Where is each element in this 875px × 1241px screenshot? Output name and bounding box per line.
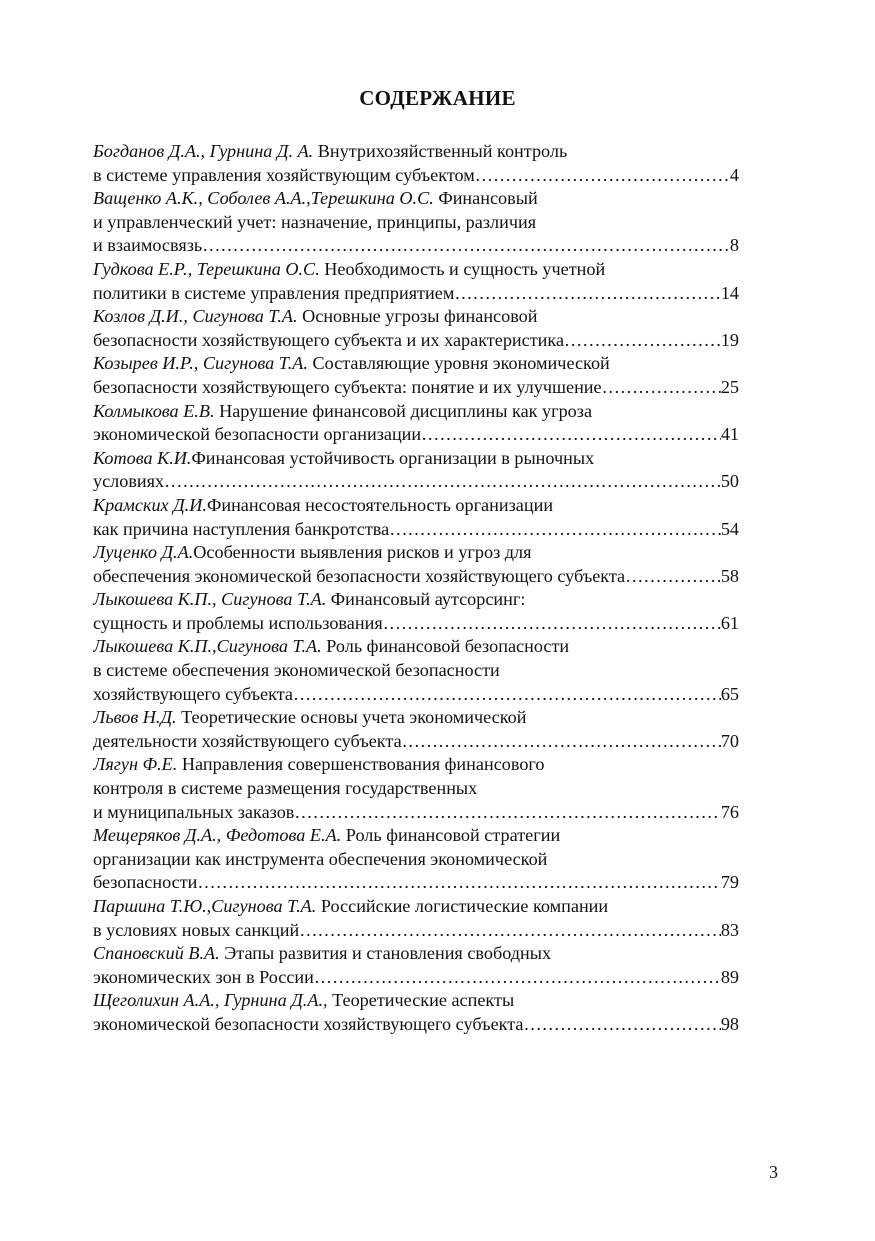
toc-entry-authors: Козырев И.Р., Сигунова Т.А. (93, 353, 308, 374)
toc-entry-line (93, 282, 739, 306)
toc-entry-page-number: 8 (729, 235, 739, 256)
toc-entry-title-text: Теоретические аспекты (327, 990, 515, 1011)
toc-entry-title-text: обеспечения экономической безопасности хозяйствующего субъекта (93, 565, 626, 586)
toc-entry-line (93, 730, 739, 754)
toc-entry-line (93, 447, 739, 471)
dot-leader (294, 801, 720, 825)
toc-entry-authors: Мещеряков Д.А., Федотова Е.А. (93, 825, 342, 846)
toc-entry-page-number: 14 (720, 282, 739, 303)
toc-entry-title-text: условиях (93, 471, 165, 492)
toc-entry-line (93, 848, 739, 872)
toc-entry-authors: Паршина Т.Ю.,Сигунова Т.А. (93, 896, 317, 916)
toc-entry-line (93, 989, 739, 1013)
toc-entry-text (93, 234, 202, 258)
toc-entry-text (93, 565, 625, 589)
dot-leader (475, 164, 730, 188)
toc-entry-line (93, 494, 739, 518)
dot-leader (602, 376, 721, 400)
toc-entry-page-number: 70 (720, 730, 739, 751)
toc-entry-page-number: 89 (720, 966, 739, 987)
toc-entry-line (93, 706, 739, 730)
toc-entry-line (93, 376, 739, 400)
dot-leader (164, 470, 721, 494)
toc-entry-line (93, 258, 739, 282)
toc-entry (93, 706, 739, 753)
toc-entry-page-number: 4 (729, 164, 739, 185)
toc-entry-line (93, 140, 739, 164)
toc-entry-title-text: Этапы развития и становления свободных (219, 943, 552, 964)
dot-leader (299, 919, 721, 943)
toc-entry-authors: Ващенко А.К., Соболев А.А.,Терешкина О.С. (93, 188, 434, 209)
toc-entry-text (93, 518, 389, 542)
toc-entry-line (93, 565, 739, 589)
toc-entry-text (93, 612, 383, 636)
toc-entry (93, 824, 739, 895)
dot-leader (523, 1013, 720, 1037)
toc-entry-line (93, 612, 739, 636)
toc-entry-line (93, 211, 739, 235)
toc-entry-line (93, 895, 739, 919)
toc-entry-text (93, 164, 475, 188)
toc-entry-text (93, 871, 197, 895)
toc-entry-title-text: организации как инструмента обеспечения экономической (93, 848, 548, 869)
toc-entry-title-text: в условиях новых санкций (93, 919, 300, 940)
toc-entry-title-text: экономической безопасности хозяйствующего субъекта (93, 1013, 524, 1034)
toc-entry-title-text: экономических зон в России (93, 966, 314, 987)
toc-entry (93, 258, 739, 305)
toc-entry-line (93, 400, 739, 424)
toc-entry-authors: Львов Н.Д. (93, 707, 177, 728)
toc-entry (93, 942, 739, 989)
toc-entry-line (93, 305, 739, 329)
toc-entry-title-text: и муниципальных заказов (93, 801, 295, 822)
page-number: 3 (769, 1162, 778, 1182)
toc-entry-page-number: 41 (720, 424, 739, 445)
toc-entry-page-number: 76 (720, 801, 739, 822)
toc-entry-title-text: Составляющие уровня экономической (307, 353, 610, 374)
toc-entry-line (93, 541, 739, 565)
toc-entry (93, 753, 739, 824)
toc-entry-text (93, 1013, 523, 1037)
toc-entry-title-text: Теоретические основы учета экономической (176, 707, 527, 728)
toc-entry (93, 447, 739, 494)
toc-entry-text (93, 329, 564, 353)
toc-entry-text (93, 470, 164, 494)
toc-entry-authors: Лягун Ф.Е. (93, 754, 178, 775)
toc-entry-text (93, 376, 602, 400)
toc-entry-line (93, 966, 739, 990)
toc-entry-title-text: Нарушение финансовой дисциплины как угроза (214, 400, 593, 421)
toc-entry-title-text: и управленческий учет: назначение, принципы, различия (93, 211, 537, 232)
toc-entry (93, 400, 739, 447)
toc-entry-text (93, 966, 314, 990)
toc-entry-line (93, 1013, 739, 1037)
toc-entry (93, 989, 739, 1036)
toc-entry (93, 635, 739, 706)
dot-leader (197, 871, 720, 895)
toc-entry-authors: Крамских Д.И. (93, 494, 207, 515)
toc-entry-line (93, 518, 739, 542)
toc-entry-title-text: политики в системе управления предприятием (93, 282, 455, 303)
toc-entry-page-number: 83 (720, 919, 739, 940)
toc-entry-title-text: хозяйствующего субъекта (93, 683, 293, 704)
toc-entry-authors: Гудкова Е.Р., Терешкина О.С. (93, 258, 320, 279)
toc-entry-page-number: 50 (720, 471, 739, 492)
toc-entry-authors: Спановский В.А. (93, 943, 220, 964)
toc-entry-text (93, 683, 293, 707)
toc-entry-title-text: Необходимость и сущность учетной (319, 258, 606, 279)
toc-entry-authors: Лыкошева К.П.,Сигунова Т.А. (93, 636, 322, 657)
toc-entry-text (93, 919, 299, 943)
toc-entry-text (93, 423, 421, 447)
toc-entry-title-text: экономической безопасности организации (93, 424, 422, 445)
toc-entry-title-text: Роль финансовой стратегии (341, 825, 561, 846)
toc-entry-line (93, 187, 739, 211)
toc-entry-text (93, 801, 294, 825)
toc-entry-title-text: Основные угрозы финансовой (297, 306, 538, 327)
toc-entry-line (93, 871, 739, 895)
toc-entry (93, 305, 739, 352)
toc-entry-title-text: Российские логистические компании (316, 896, 609, 916)
toc-entry-line (93, 753, 739, 777)
toc-entry-line (93, 824, 739, 848)
toc-entry-line (93, 588, 739, 612)
toc-entry-authors: Щеголихин А.А., Гурнина Д.А., (93, 990, 328, 1011)
toc-entry-text (93, 730, 402, 754)
toc-entry-title-text: Финансовый аутсорсинг: (326, 589, 526, 610)
toc-entry-page-number: 65 (720, 683, 739, 704)
toc-entry-line (93, 352, 739, 376)
dot-leader (625, 565, 721, 589)
toc-entry-line (93, 659, 739, 683)
toc-entry-page-number: 79 (720, 872, 739, 893)
dot-leader (389, 518, 721, 542)
toc-entry (93, 187, 739, 258)
toc-entry-title-text: в системе обеспечения экономической безопасности (93, 660, 500, 681)
toc-entry-page-number: 19 (720, 329, 739, 350)
toc-entry (93, 541, 739, 588)
toc-entry-title-text: и взаимосвязь (93, 235, 203, 256)
toc-entry-authors: Котова К.И. (93, 447, 192, 468)
toc-entry-title-text: Финансовый (433, 188, 538, 209)
toc-entry-title-text: Финансовая устойчивость организации в рыночных (191, 447, 595, 468)
toc-entry-title-text: сущность и проблемы использования (93, 612, 383, 633)
toc-entry-authors: Луценко Д.А. (93, 542, 194, 563)
toc-entry-title-text: в системе управления хозяйствующим субъектом (93, 164, 475, 185)
toc-entry-title-text: безопасности хозяйствующего субъекта: понятие и их улучшение (93, 376, 602, 397)
toc-entry (93, 494, 739, 541)
toc-entry-title-text: Роль финансовой безопасности (321, 636, 570, 657)
toc-entry-line (93, 329, 739, 353)
toc-entry-line (93, 423, 739, 447)
toc-entry-line (93, 164, 739, 188)
dot-leader (454, 282, 720, 306)
toc-entry-title-text: безопасности хозяйствующего субъекта и их характеристика (93, 329, 565, 350)
toc-entry-authors: Козлов Д.И., Сигунова Т.А. (93, 306, 298, 327)
toc-entry-authors: Колмыкова Е.В. (93, 400, 215, 421)
toc-entry-authors: Лыкошева К.П., Сигунова Т.А. (93, 589, 327, 610)
dot-leader (564, 329, 721, 353)
dot-leader (402, 730, 721, 754)
toc-entry-title-text: Внутрихозяйственный контроль (313, 141, 568, 161)
toc-entry-page-number: 98 (720, 1013, 739, 1034)
toc-entry-page-number: 58 (720, 565, 739, 586)
toc-entry-line (93, 635, 739, 659)
toc-entry-title-text: Направления совершенствования финансового (177, 754, 545, 775)
toc-entry-page-number: 61 (720, 612, 739, 633)
dot-leader (383, 612, 721, 636)
toc-entry-title-text: Финансовая несостоятельность организации (206, 494, 554, 515)
toc-entry-line (93, 919, 739, 943)
toc-entry (93, 140, 739, 187)
toc-entry-authors: Богданов Д.А., Гурнина Д. А. (93, 141, 314, 161)
toc-entry-line (93, 942, 739, 966)
toc-entry-title-text: как причина наступления банкротства (93, 518, 390, 539)
toc-entry-text (93, 282, 454, 306)
page-title: СОДЕРЖАНИЕ (359, 86, 516, 110)
toc-entry-title-text: Особенности выявления рисков и угроз для (193, 542, 532, 563)
toc-entry-line (93, 234, 739, 258)
toc-entry-page-number: 25 (720, 376, 739, 397)
toc-entry-line (93, 801, 739, 825)
dot-leader (421, 423, 721, 447)
table-of-contents (93, 140, 739, 1037)
toc-entry (93, 895, 739, 942)
toc-entry-line (93, 470, 739, 494)
toc-entry-page-number: 54 (720, 518, 739, 539)
toc-entry-line (93, 683, 739, 707)
toc-entry-title-text: безопасности (93, 872, 198, 893)
toc-entry-title-text: контроля в системе размещения государственных (93, 778, 478, 799)
toc-entry (93, 352, 739, 399)
toc-entry-line (93, 777, 739, 801)
dot-leader (293, 683, 721, 707)
dot-leader (202, 234, 730, 258)
dot-leader (314, 966, 721, 990)
toc-entry (93, 588, 739, 635)
toc-entry-title-text: деятельности хозяйствующего субъекта (93, 730, 402, 751)
